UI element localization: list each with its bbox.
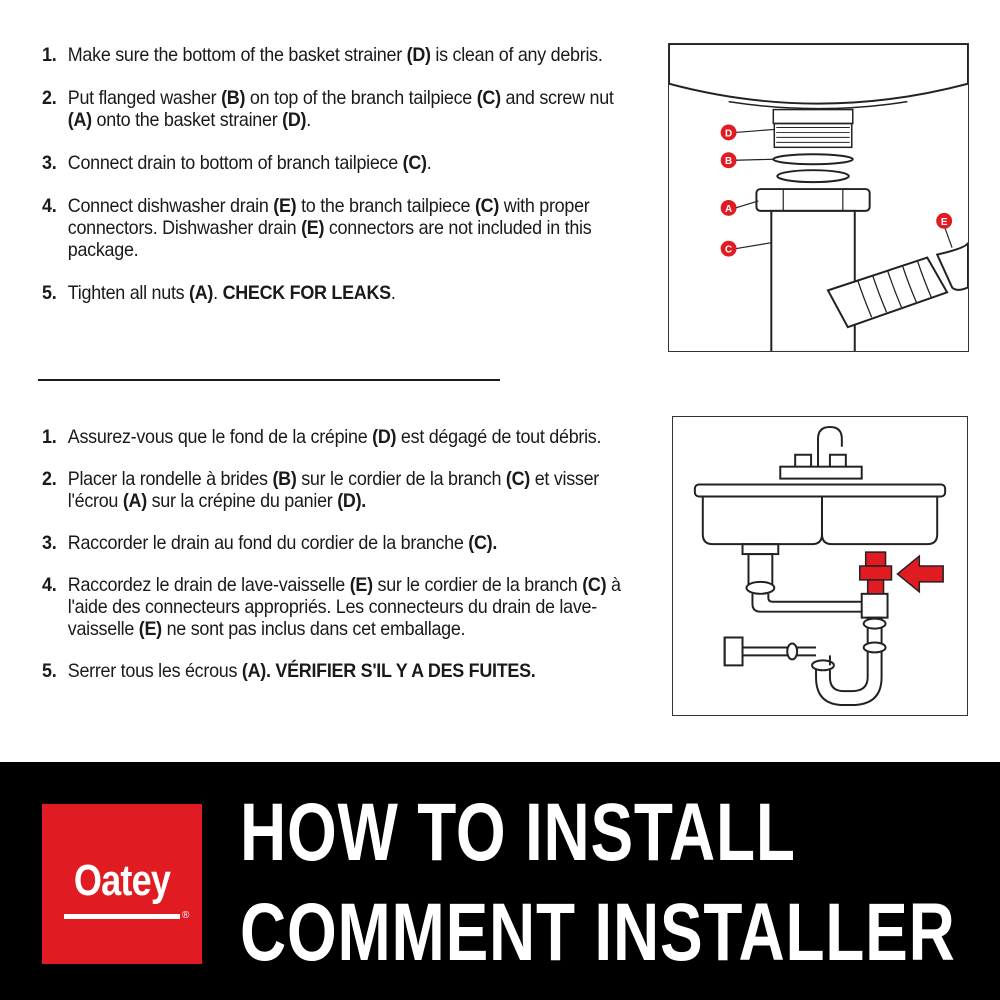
step-number: 5. bbox=[42, 660, 57, 682]
title-banner bbox=[0, 762, 1000, 1000]
label-e-marker bbox=[936, 213, 952, 229]
instruction-step bbox=[42, 468, 631, 512]
label-a-marker bbox=[721, 200, 737, 216]
step-number: 2. bbox=[42, 87, 57, 109]
oatey-logo bbox=[42, 804, 202, 964]
svg-text:E: E bbox=[940, 216, 948, 228]
instruction-step bbox=[42, 87, 631, 131]
instructions-french bbox=[42, 426, 632, 702]
svg-text:D: D bbox=[725, 128, 733, 140]
step-number: 2. bbox=[42, 468, 57, 490]
step-text: Connect drain to bottom of branch tailpiece (C). bbox=[67, 152, 432, 174]
instruction-step bbox=[42, 44, 631, 66]
instructions-english bbox=[42, 44, 632, 325]
step-text: Put flanged washer (B) on top of the branch tailpiece (C) and screw nut (A) onto the basket strainer (D). bbox=[67, 87, 614, 131]
instruction-step bbox=[42, 282, 631, 304]
step-text: Placer la rondelle à brides (B) sur le cordier de la branch (C) et visser l'écrou (A) sur la crépine du panier (D). bbox=[67, 468, 600, 512]
label-d-marker bbox=[721, 124, 737, 140]
step-text: Raccordez le drain de lave-vaisselle (E) sur le cordier de la branch (C) à l'aide des connecteurs appropriés. Les connecteurs du drain de lave-vaisselle (E) ne sont pas inclus dans cet emballage. bbox=[67, 574, 621, 640]
step-number: 4. bbox=[42, 574, 57, 596]
sink-plumbing-diagram bbox=[672, 416, 968, 716]
strainer-assembly-diagram bbox=[668, 43, 969, 352]
instruction-step bbox=[42, 195, 631, 261]
instruction-step bbox=[42, 574, 631, 640]
step-number: 3. bbox=[42, 152, 57, 174]
step-text: Serrer tous les écrous (A). VÉRIFIER S'IL Y A DES FUITES. bbox=[67, 660, 536, 682]
step-number: 5. bbox=[42, 282, 57, 304]
step-text: Raccorder le drain au fond du cordier de la branche (C). bbox=[67, 532, 498, 554]
arrow-icon bbox=[897, 556, 943, 592]
svg-text:A: A bbox=[725, 203, 733, 215]
headline-english: HOW TO INSTALL bbox=[240, 787, 796, 878]
step-number: 4. bbox=[42, 195, 57, 217]
instruction-step bbox=[42, 532, 631, 554]
instruction-step bbox=[42, 426, 631, 448]
instruction-step bbox=[42, 660, 631, 682]
step-number: 1. bbox=[42, 44, 57, 66]
logo-underline bbox=[64, 914, 180, 919]
label-c-marker bbox=[721, 241, 737, 257]
step-text: Tighten all nuts (A). CHECK FOR LEAKS. bbox=[67, 282, 396, 304]
step-number: 3. bbox=[42, 532, 57, 554]
headline-french: COMMENT INSTALLER bbox=[240, 887, 956, 978]
label-b-marker bbox=[721, 152, 737, 168]
logo-wordmark: Oatey bbox=[73, 856, 171, 905]
step-text: Make sure the bottom of the basket strainer (D) is clean of any debris. bbox=[67, 44, 603, 66]
step-text: Assurez-vous que le fond de la crépine (D) est dégagé de tout débris. bbox=[67, 426, 602, 448]
section-divider bbox=[38, 379, 500, 381]
instruction-step bbox=[42, 152, 631, 174]
registered-mark: ® bbox=[182, 910, 190, 921]
step-text: Connect dishwasher drain (E) to the branch tailpiece (C) with proper connectors. Dishwasher drain (E) connectors are not included in this package. bbox=[67, 195, 592, 261]
svg-text:C: C bbox=[725, 244, 733, 256]
step-number: 1. bbox=[42, 426, 57, 448]
svg-text:B: B bbox=[725, 156, 733, 168]
